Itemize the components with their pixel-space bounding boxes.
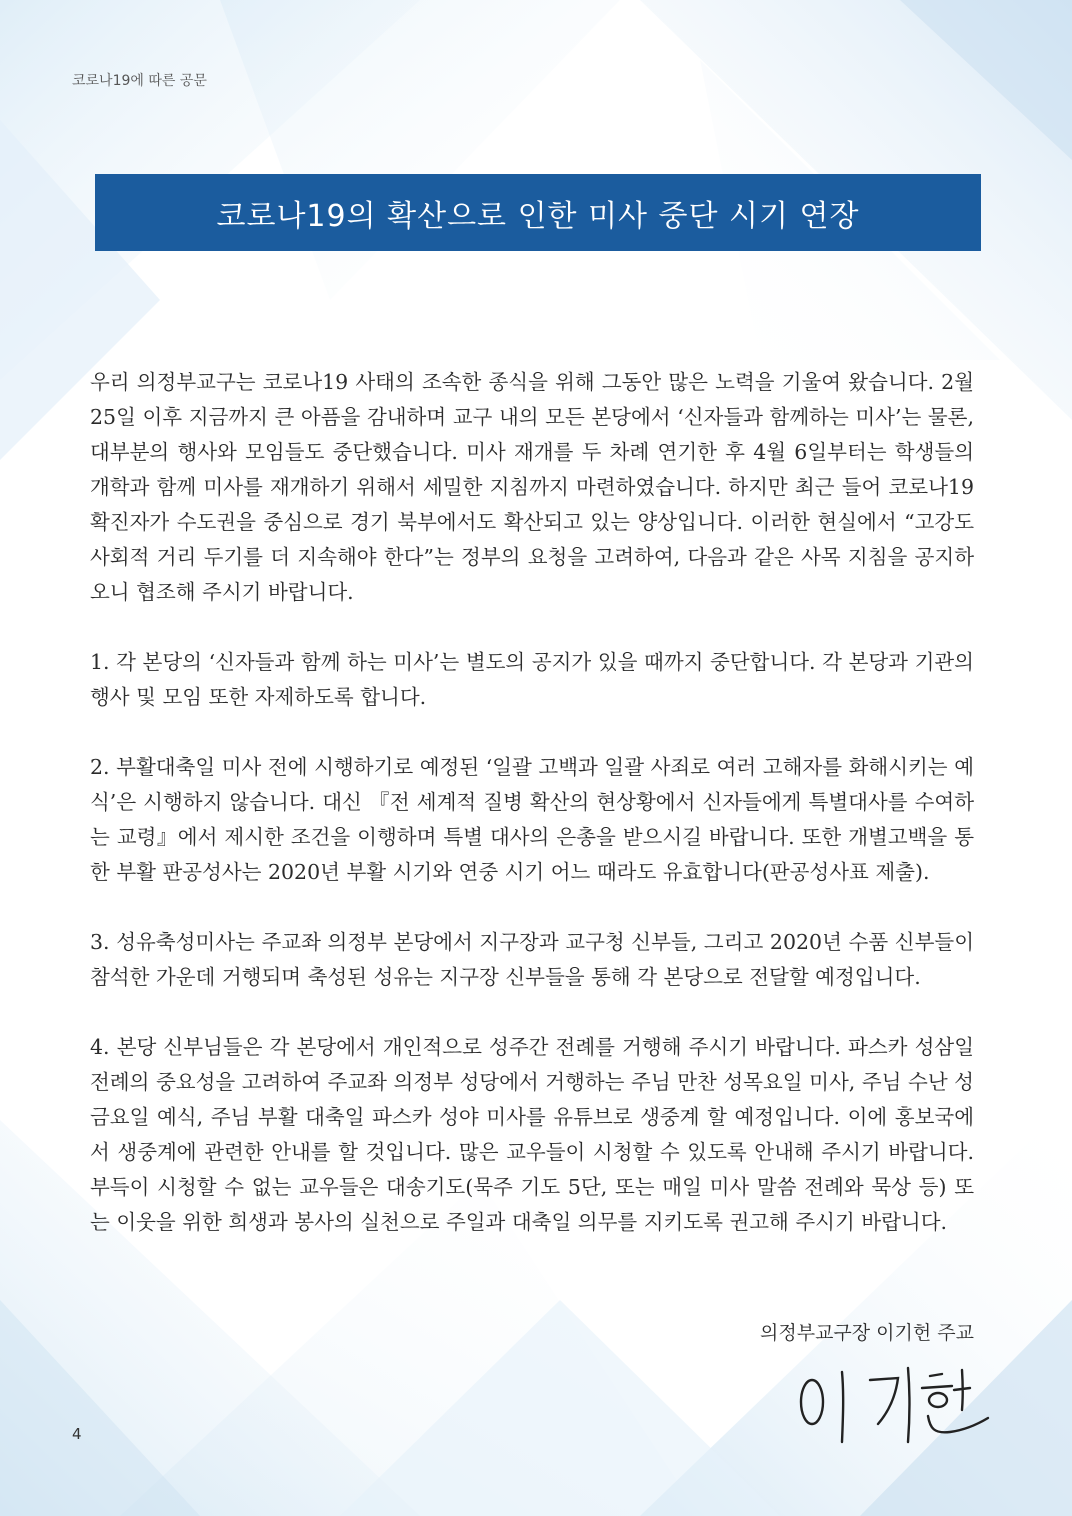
item-4-paragraph: 4. 본당 신부님들은 각 본당에서 개인적으로 성주간 전례를 거행해 주시기 바랍니다. 파스카 성삼일 전례의 중요성을 고려하여 주교좌 의정부 성당에서 거행하는 주님 만찬 성목요일 미사, 주님 수난 성금요일 예식, 주님 부활 대축일 파스카 성야 미사를 유튜브로 생중계 할 예정입니다. 이에 홍보국에서 생중계에 관련한 안내를 할 것입니다. 많은 교우들이 시청할 수 있도록 안내해 주시기 바랍니다. 부득이 시청할 수 없는 교우들은 대송기도(묵주 기도 5단, 또는 매일 미사 말씀 전례와 묵상 등) 또는 이웃을 위한 희생과 봉사의 실천으로 주일과 대축일 의무를 지키도록 권고해 주시기 바랍니다. <box>90 1035 974 1234</box>
page-number: 4 <box>72 1425 82 1443</box>
running-header: 코로나19에 따른 공문 <box>72 73 207 89</box>
item-3-paragraph: 3. 성유축성미사는 주교좌 의정부 본당에서 지구장과 교구청 신부들, 그리고 2020년 수품 신부들이 참석한 가운데 거행되며 축성된 성유는 지구장 신부들을 통해 각 본당으로 전달할 예정입니다. <box>90 930 974 989</box>
item-1-paragraph: 1. 각 본당의 ‘신자들과 함께 하는 미사’는 별도의 공지가 있을 때까지 중단합니다. 각 본당과 기관의 행사 및 모임 또한 자제하도록 합니다. <box>90 650 974 709</box>
document-body <box>90 365 974 1275</box>
signer-name: 의정부교구장 이기헌 주교 <box>760 1322 974 1344</box>
handwritten-signature <box>790 1358 990 1448</box>
intro-paragraph: 우리 의정부교구는 코로나19 사태의 조속한 종식을 위해 그동안 많은 노력을 기울여 왔습니다. 2월 25일 이후 지금까지 큰 아픔을 감내하며 교구 내의 모든 본당에서 ‘신자들과 함께하는 미사’는 물론, 대부분의 행사와 모임들도 중단했습니다. 미사 재개를 두 차례 연기한 후 4월 6일부터는 학생들의 개학과 함께 미사를 재개하기 위해서 세밀한 지침까지 마련하였습니다. 하지만 최근 들어 코로나19 확진자가 수도권을 중심으로 경기 북부에서도 확산되고 있는 양상입니다. 이러한 현실에서 “고강도 사회적 거리 두기를 더 지속해야 한다”는 정부의 요청을 고려하여, 다음과 같은 사목 지침을 공지하오니 협조해 주시기 바랍니다. <box>90 370 974 604</box>
document-title: 코로나19의 확산으로 인한 미사 중단 시기 연장 <box>216 198 860 234</box>
title-banner <box>95 174 981 251</box>
item-2-paragraph: 2. 부활대축일 미사 전에 시행하기로 예정된 ‘일괄 고백과 일괄 사죄로 여러 고해자를 화해시키는 예식’은 시행하지 않습니다. 대신 『전 세계적 질병 확산의 현상황에서 신자들에게 특별대사를 수여하는 교령』에서 제시한 조건을 이행하며 특별 대사의 은총을 받으시길 바랍니다. 또한 개별고백을 통한 부활 판공성사는 2020년 부활 시기와 연중 시기 어느 때라도 유효합니다(판공성사표 제출). <box>90 755 974 884</box>
